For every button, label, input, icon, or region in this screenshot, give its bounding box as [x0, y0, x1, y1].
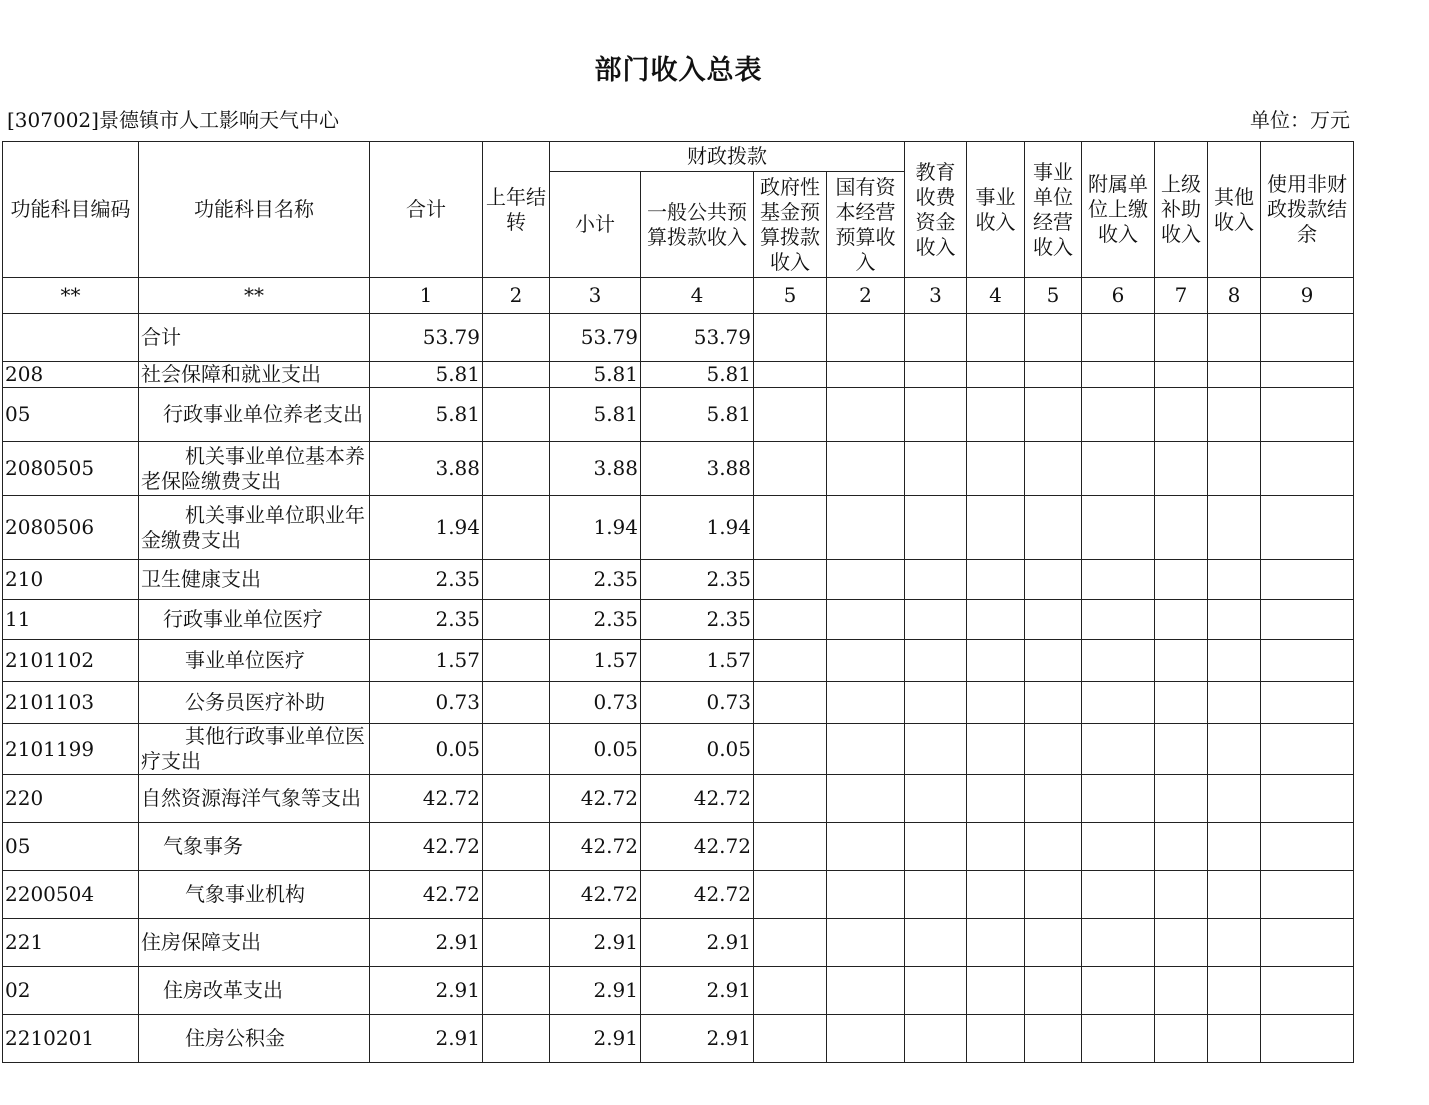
empty-cell: [1082, 314, 1155, 362]
empty-cell: [1025, 682, 1082, 724]
subtotal-cell: 2.91: [550, 1015, 641, 1063]
empty-cell: [754, 560, 827, 600]
empty-cell: [1208, 388, 1261, 442]
empty-cell: [827, 724, 905, 775]
empty-cell: [754, 1015, 827, 1063]
carryover-cell: [483, 823, 550, 871]
table-row: [3, 724, 1354, 775]
empty-cell: [1155, 496, 1208, 560]
empty-cell: [754, 724, 827, 775]
code-cell: 221: [3, 919, 139, 967]
index-cell: 3: [550, 278, 641, 314]
total-cell: 2.91: [370, 1015, 483, 1063]
total-cell: 5.81: [370, 362, 483, 388]
general-budget-cell: 3.88: [641, 442, 754, 496]
empty-cell: [754, 823, 827, 871]
name-cell: 住房公积金: [139, 1015, 370, 1063]
empty-cell: [1261, 775, 1354, 823]
table-body: [3, 314, 1354, 1063]
empty-cell: [1261, 871, 1354, 919]
table-row: [3, 682, 1354, 724]
general-budget-cell: 0.73: [641, 682, 754, 724]
empty-cell: [1025, 919, 1082, 967]
empty-cell: [905, 919, 967, 967]
empty-cell: [1025, 823, 1082, 871]
empty-cell: [1082, 640, 1155, 682]
empty-cell: [905, 314, 967, 362]
index-cell: 2: [827, 278, 905, 314]
header-fiscal-group: 财政拨款: [550, 142, 905, 172]
empty-cell: [1261, 560, 1354, 600]
empty-cell: [1025, 1015, 1082, 1063]
empty-cell: [827, 560, 905, 600]
empty-cell: [1261, 823, 1354, 871]
empty-cell: [1261, 724, 1354, 775]
general-budget-cell: 1.57: [641, 640, 754, 682]
empty-cell: [967, 560, 1025, 600]
carryover-cell: [483, 682, 550, 724]
subtotal-cell: 2.35: [550, 560, 641, 600]
empty-cell: [1155, 682, 1208, 724]
index-cell: 8: [1208, 278, 1261, 314]
empty-cell: [905, 775, 967, 823]
empty-cell: [1082, 724, 1155, 775]
total-cell: 42.72: [370, 775, 483, 823]
empty-cell: [827, 919, 905, 967]
empty-cell: [967, 600, 1025, 640]
subtotal-cell: 2.91: [550, 919, 641, 967]
empty-cell: [905, 388, 967, 442]
code-cell: 2200504: [3, 871, 139, 919]
index-row: [3, 278, 1354, 314]
subtotal-cell: 53.79: [550, 314, 641, 362]
empty-cell: [1155, 362, 1208, 388]
total-cell: 2.91: [370, 967, 483, 1015]
empty-cell: [1208, 640, 1261, 682]
code-cell: 208: [3, 362, 139, 388]
empty-cell: [1261, 682, 1354, 724]
subtotal-cell: 42.72: [550, 871, 641, 919]
total-cell: 1.57: [370, 640, 483, 682]
empty-cell: [1082, 362, 1155, 388]
carryover-cell: [483, 600, 550, 640]
empty-cell: [1155, 724, 1208, 775]
name-cell: 气象事务: [139, 823, 370, 871]
empty-cell: [1082, 600, 1155, 640]
total-cell: 2.91: [370, 919, 483, 967]
empty-cell: [1208, 919, 1261, 967]
table-row: [3, 388, 1354, 442]
empty-cell: [905, 823, 967, 871]
name-cell: 气象事业机构: [139, 871, 370, 919]
header-operating: 事业单位经营收入: [1025, 142, 1082, 278]
code-cell: 2101102: [3, 640, 139, 682]
name-cell: 住房改革支出: [139, 967, 370, 1015]
empty-cell: [967, 724, 1025, 775]
empty-cell: [1155, 640, 1208, 682]
carryover-cell: [483, 775, 550, 823]
empty-cell: [827, 823, 905, 871]
general-budget-cell: 42.72: [641, 871, 754, 919]
total-cell: 3.88: [370, 442, 483, 496]
empty-cell: [1155, 600, 1208, 640]
name-cell: 行政事业单位医疗: [139, 600, 370, 640]
empty-cell: [1155, 1015, 1208, 1063]
index-cell: 3: [905, 278, 967, 314]
code-cell: 05: [3, 388, 139, 442]
empty-cell: [967, 1015, 1025, 1063]
carryover-cell: [483, 967, 550, 1015]
empty-cell: [1208, 724, 1261, 775]
empty-cell: [827, 442, 905, 496]
header-general-budget: 一般公共预算拨款收入: [641, 172, 754, 278]
empty-cell: [1261, 1015, 1354, 1063]
empty-cell: [1082, 775, 1155, 823]
empty-cell: [1025, 967, 1082, 1015]
carryover-cell: [483, 871, 550, 919]
table-row: [3, 640, 1354, 682]
empty-cell: [1261, 442, 1354, 496]
empty-cell: [827, 388, 905, 442]
index-cell: 5: [1025, 278, 1082, 314]
empty-cell: [1025, 442, 1082, 496]
carryover-cell: [483, 314, 550, 362]
empty-cell: [754, 919, 827, 967]
empty-cell: [1261, 640, 1354, 682]
table-row: [3, 362, 1354, 388]
unit-label: 单位：万元: [1250, 108, 1350, 132]
empty-cell: [1155, 560, 1208, 600]
code-cell: 05: [3, 823, 139, 871]
subtotal-cell: 3.88: [550, 442, 641, 496]
name-cell: 住房保障支出: [139, 919, 370, 967]
empty-cell: [1261, 314, 1354, 362]
empty-cell: [1155, 919, 1208, 967]
total-cell: 1.94: [370, 496, 483, 560]
code-cell: 2101199: [3, 724, 139, 775]
carryover-cell: [483, 362, 550, 388]
empty-cell: [1261, 362, 1354, 388]
index-cell: 5: [754, 278, 827, 314]
page-title: 部门收入总表: [594, 55, 763, 86]
name-cell: 行政事业单位养老支出: [139, 388, 370, 442]
header-nonfiscal: 使用非财政拨款结余: [1261, 142, 1354, 278]
empty-cell: [1025, 724, 1082, 775]
empty-cell: [1025, 640, 1082, 682]
index-cell: 4: [641, 278, 754, 314]
empty-cell: [1025, 600, 1082, 640]
empty-cell: [754, 682, 827, 724]
subtotal-cell: 2.35: [550, 600, 641, 640]
empty-cell: [1155, 314, 1208, 362]
empty-cell: [1025, 362, 1082, 388]
general-budget-cell: 42.72: [641, 775, 754, 823]
empty-cell: [827, 682, 905, 724]
empty-cell: [1155, 775, 1208, 823]
header-code: 功能科目编码: [3, 142, 139, 278]
name-cell: 机关事业单位基本养老保险缴费支出: [139, 442, 370, 496]
empty-cell: [905, 640, 967, 682]
name-cell: 自然资源海洋气象等支出: [139, 775, 370, 823]
empty-cell: [1082, 560, 1155, 600]
index-cell: 7: [1155, 278, 1208, 314]
empty-cell: [1261, 388, 1354, 442]
empty-cell: [905, 362, 967, 388]
empty-cell: [1208, 314, 1261, 362]
empty-cell: [905, 871, 967, 919]
index-cell: 6: [1082, 278, 1155, 314]
empty-cell: [967, 442, 1025, 496]
empty-cell: [1261, 967, 1354, 1015]
carryover-cell: [483, 640, 550, 682]
empty-cell: [1025, 388, 1082, 442]
empty-cell: [1208, 1015, 1261, 1063]
carryover-cell: [483, 560, 550, 600]
subtotal-cell: 5.81: [550, 362, 641, 388]
code-cell: 220: [3, 775, 139, 823]
empty-cell: [1025, 871, 1082, 919]
table-row: [3, 775, 1354, 823]
empty-cell: [1025, 775, 1082, 823]
carryover-cell: [483, 919, 550, 967]
empty-cell: [754, 640, 827, 682]
general-budget-cell: 53.79: [641, 314, 754, 362]
empty-cell: [905, 724, 967, 775]
header-gov-fund: 政府性基金预算拨款收入: [754, 172, 827, 278]
name-cell: 卫生健康支出: [139, 560, 370, 600]
header-education: 教育收费资金收入: [905, 142, 967, 278]
total-cell: 5.81: [370, 388, 483, 442]
index-cell: 1: [370, 278, 483, 314]
header-business: 事业收入: [967, 142, 1025, 278]
empty-cell: [905, 560, 967, 600]
code-cell: 210: [3, 560, 139, 600]
index-cell: **: [139, 278, 370, 314]
name-cell: 合计: [139, 314, 370, 362]
subtotal-cell: 5.81: [550, 388, 641, 442]
table-row: [3, 1015, 1354, 1063]
table-row: [3, 600, 1354, 640]
name-cell: 其他行政事业单位医疗支出: [139, 724, 370, 775]
general-budget-cell: 2.35: [641, 560, 754, 600]
general-budget-cell: 2.91: [641, 919, 754, 967]
name-cell: 事业单位医疗: [139, 640, 370, 682]
income-table: [2, 141, 1354, 1063]
header-superior: 上级补助收入: [1155, 142, 1208, 278]
empty-cell: [1082, 682, 1155, 724]
empty-cell: [1208, 600, 1261, 640]
general-budget-cell: 1.94: [641, 496, 754, 560]
empty-cell: [1261, 919, 1354, 967]
empty-cell: [827, 496, 905, 560]
code-cell: [3, 314, 139, 362]
empty-cell: [905, 682, 967, 724]
header-other: 其他收入: [1208, 142, 1261, 278]
empty-cell: [754, 496, 827, 560]
header-name: 功能科目名称: [139, 142, 370, 278]
total-cell: 42.72: [370, 871, 483, 919]
organization-label: [307002]景德镇市人工影响天气中心: [7, 108, 339, 132]
header-carryover: 上年结转: [483, 142, 550, 278]
empty-cell: [1025, 560, 1082, 600]
general-budget-cell: 2.35: [641, 600, 754, 640]
table-row: [3, 442, 1354, 496]
header-state-capital: 国有资本经营预算收入: [827, 172, 905, 278]
header-total: 合计: [370, 142, 483, 278]
empty-cell: [1082, 388, 1155, 442]
general-budget-cell: 2.91: [641, 967, 754, 1015]
subtotal-cell: 1.94: [550, 496, 641, 560]
empty-cell: [1082, 967, 1155, 1015]
code-cell: 2210201: [3, 1015, 139, 1063]
empty-cell: [967, 919, 1025, 967]
empty-cell: [754, 871, 827, 919]
empty-cell: [827, 967, 905, 1015]
carryover-cell: [483, 496, 550, 560]
general-budget-cell: 5.81: [641, 362, 754, 388]
empty-cell: [1208, 496, 1261, 560]
subtotal-cell: 0.05: [550, 724, 641, 775]
carryover-cell: [483, 388, 550, 442]
carryover-cell: [483, 1015, 550, 1063]
empty-cell: [1082, 442, 1155, 496]
empty-cell: [967, 682, 1025, 724]
empty-cell: [827, 1015, 905, 1063]
general-budget-cell: 5.81: [641, 388, 754, 442]
empty-cell: [967, 871, 1025, 919]
empty-cell: [1082, 823, 1155, 871]
code-cell: 02: [3, 967, 139, 1015]
empty-cell: [1208, 362, 1261, 388]
empty-cell: [1208, 871, 1261, 919]
subtotal-cell: 42.72: [550, 775, 641, 823]
empty-cell: [967, 775, 1025, 823]
empty-cell: [827, 600, 905, 640]
header-subtotal: 小计: [550, 172, 641, 278]
total-cell: 53.79: [370, 314, 483, 362]
empty-cell: [967, 640, 1025, 682]
empty-cell: [827, 314, 905, 362]
header-affiliated: 附属单位上缴收入: [1082, 142, 1155, 278]
empty-cell: [967, 362, 1025, 388]
general-budget-cell: 0.05: [641, 724, 754, 775]
index-cell: **: [3, 278, 139, 314]
empty-cell: [1208, 823, 1261, 871]
empty-cell: [754, 388, 827, 442]
subtotal-cell: 42.72: [550, 823, 641, 871]
table-row: [3, 823, 1354, 871]
empty-cell: [1208, 560, 1261, 600]
empty-cell: [754, 314, 827, 362]
total-cell: 42.72: [370, 823, 483, 871]
empty-cell: [754, 442, 827, 496]
empty-cell: [754, 362, 827, 388]
empty-cell: [1082, 919, 1155, 967]
empty-cell: [1208, 682, 1261, 724]
table-row: [3, 967, 1354, 1015]
empty-cell: [905, 442, 967, 496]
empty-cell: [1155, 442, 1208, 496]
empty-cell: [967, 823, 1025, 871]
empty-cell: [1208, 775, 1261, 823]
empty-cell: [1261, 600, 1354, 640]
subtotal-cell: 1.57: [550, 640, 641, 682]
empty-cell: [967, 388, 1025, 442]
code-cell: 2101103: [3, 682, 139, 724]
empty-cell: [1155, 388, 1208, 442]
empty-cell: [1261, 496, 1354, 560]
empty-cell: [1208, 967, 1261, 1015]
empty-cell: [827, 362, 905, 388]
empty-cell: [754, 775, 827, 823]
empty-cell: [754, 967, 827, 1015]
empty-cell: [1025, 496, 1082, 560]
index-cell: 2: [483, 278, 550, 314]
table-row: [3, 871, 1354, 919]
total-cell: 0.05: [370, 724, 483, 775]
table-row: [3, 496, 1354, 560]
total-cell: 0.73: [370, 682, 483, 724]
total-cell: 2.35: [370, 600, 483, 640]
empty-cell: [967, 314, 1025, 362]
empty-cell: [754, 600, 827, 640]
empty-cell: [1208, 442, 1261, 496]
empty-cell: [827, 775, 905, 823]
table-row: [3, 919, 1354, 967]
empty-cell: [1155, 823, 1208, 871]
general-budget-cell: 42.72: [641, 823, 754, 871]
empty-cell: [1025, 314, 1082, 362]
empty-cell: [1082, 1015, 1155, 1063]
empty-cell: [1155, 871, 1208, 919]
empty-cell: [827, 640, 905, 682]
general-budget-cell: 2.91: [641, 1015, 754, 1063]
empty-cell: [967, 967, 1025, 1015]
table-row: [3, 560, 1354, 600]
empty-cell: [1155, 967, 1208, 1015]
empty-cell: [1082, 871, 1155, 919]
name-cell: 公务员医疗补助: [139, 682, 370, 724]
name-cell: 机关事业单位职业年金缴费支出: [139, 496, 370, 560]
empty-cell: [905, 600, 967, 640]
subtotal-cell: 2.91: [550, 967, 641, 1015]
index-cell: 9: [1261, 278, 1354, 314]
code-cell: 2080505: [3, 442, 139, 496]
empty-cell: [1082, 496, 1155, 560]
empty-cell: [967, 496, 1025, 560]
empty-cell: [905, 967, 967, 1015]
code-cell: 11: [3, 600, 139, 640]
subtotal-cell: 0.73: [550, 682, 641, 724]
empty-cell: [827, 871, 905, 919]
carryover-cell: [483, 724, 550, 775]
total-cell: 2.35: [370, 560, 483, 600]
empty-cell: [905, 1015, 967, 1063]
table-header: [3, 142, 1354, 314]
code-cell: 2080506: [3, 496, 139, 560]
carryover-cell: [483, 442, 550, 496]
index-cell: 4: [967, 278, 1025, 314]
name-cell: 社会保障和就业支出: [139, 362, 370, 388]
table-row: [3, 314, 1354, 362]
empty-cell: [905, 496, 967, 560]
